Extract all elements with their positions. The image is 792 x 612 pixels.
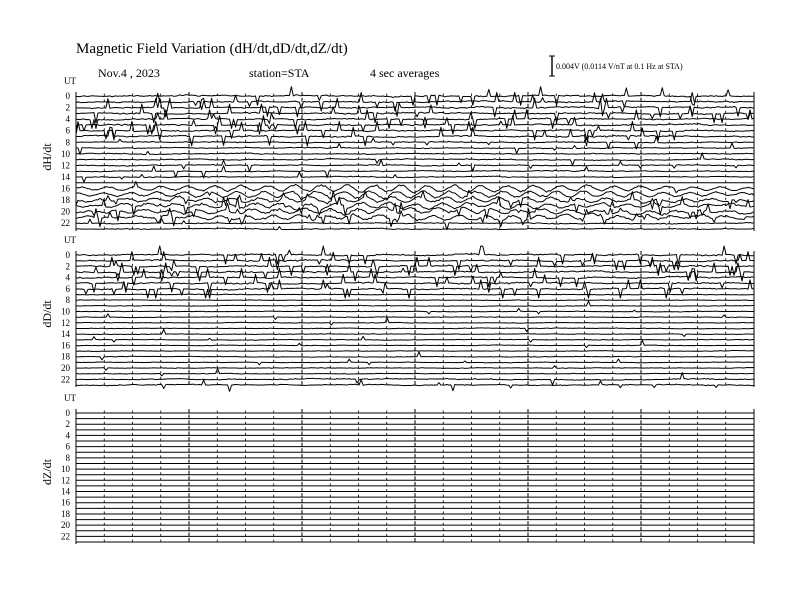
row-label: 0 [65, 250, 70, 260]
trace-row [61, 531, 754, 541]
trace-row [76, 471, 754, 475]
trace-row [61, 172, 754, 182]
row-label: 2 [65, 261, 70, 272]
trace-row [61, 363, 754, 373]
trace-row [76, 358, 754, 364]
row-label: 6 [65, 283, 70, 294]
trace-row [76, 179, 754, 183]
trace-row [61, 149, 754, 159]
trace-row [61, 318, 754, 328]
trace-row [76, 369, 754, 376]
trace-row [76, 347, 754, 351]
row-label: 12 [61, 317, 70, 328]
row-label: 10 [61, 464, 70, 475]
trace-row [76, 527, 754, 531]
trace-row [61, 509, 754, 519]
trace-row [66, 246, 755, 264]
row-label: 22 [61, 374, 70, 385]
trace-row [66, 442, 755, 452]
scale-bar-label: 0.004V (0.0114 V/nT at 0.1 Hz at STA) [556, 62, 683, 71]
trace-row [76, 482, 754, 486]
row-label: 18 [61, 195, 70, 206]
row-label: 0 [65, 91, 70, 101]
trace-row [61, 202, 754, 220]
row-label: 12 [61, 475, 70, 486]
ut-label: UT [64, 393, 76, 403]
trace-row [61, 498, 754, 508]
row-label: 0 [65, 408, 70, 418]
row-label: 8 [65, 452, 70, 463]
axis-name: dZ/dt [40, 459, 54, 485]
trace-row [76, 380, 754, 392]
trace-row [76, 538, 754, 542]
row-label: 16 [61, 183, 70, 194]
trace-row [76, 301, 754, 306]
row-label: 20 [61, 520, 70, 531]
panel-dzdt [40, 393, 754, 544]
row-label: 10 [61, 306, 70, 317]
row-label: 2 [65, 102, 70, 113]
trace-row [61, 487, 754, 497]
row-label: 14 [61, 171, 70, 182]
row-label: 8 [65, 137, 70, 148]
row-label: 18 [61, 508, 70, 519]
row-label: 14 [61, 329, 70, 340]
row-label: 8 [65, 295, 70, 306]
row-label: 20 [61, 206, 70, 217]
trace-row [61, 329, 754, 339]
averaging-label: 4 sec averages [370, 66, 440, 80]
trace-row [66, 430, 755, 440]
trace-row [76, 426, 754, 430]
axis-name: dH/dt [40, 143, 54, 171]
trace-row [61, 475, 754, 485]
panel-dddt [40, 235, 754, 391]
trace-row [76, 291, 754, 295]
trace-row [61, 181, 754, 193]
axis-name: dD/dt [40, 300, 54, 328]
trace-row [76, 336, 754, 342]
trace-row [76, 448, 754, 452]
trace-row [76, 313, 754, 319]
row-label: 18 [61, 351, 70, 362]
trace-row [66, 408, 755, 418]
trace-row [66, 419, 755, 429]
scale-bar [549, 56, 683, 76]
row-label: 4 [65, 430, 70, 441]
trace-row [61, 464, 754, 474]
row-label: 6 [65, 441, 70, 452]
date-label: Nov.4 , 2023 [98, 66, 160, 80]
trace-line [76, 350, 754, 351]
chart-panels [40, 76, 754, 544]
trace-row [76, 504, 754, 508]
row-label: 22 [61, 218, 70, 229]
trace-row [76, 415, 754, 419]
trace-row [66, 137, 755, 149]
trace-row [61, 160, 754, 172]
trace-row [61, 340, 754, 350]
ut-label: UT [64, 235, 76, 245]
panel-dhdt [40, 76, 754, 231]
row-label: 14 [61, 486, 70, 497]
row-label: 20 [61, 363, 70, 374]
ut-label: UT [64, 76, 76, 86]
trace-row [61, 218, 754, 229]
row-label: 4 [65, 114, 70, 125]
row-label: 6 [65, 125, 70, 136]
trace-row [66, 453, 755, 463]
trace-row [61, 520, 754, 530]
trace-row [76, 459, 754, 463]
trace-row [61, 307, 754, 317]
trace-row [61, 373, 754, 386]
station-label: station=STA [249, 66, 310, 80]
row-label: 12 [61, 160, 70, 171]
trace-row [76, 225, 754, 230]
trace-line [76, 294, 754, 295]
row-label: 10 [61, 148, 70, 159]
trace-row [76, 437, 754, 441]
figure-title: Magnetic Field Variation (dH/dt,dD/dt,dZ/dt) [76, 41, 348, 57]
row-label: 4 [65, 272, 70, 283]
trace-row [76, 516, 754, 520]
row-label: 16 [61, 497, 70, 508]
row-label: 22 [61, 531, 70, 542]
trace-row [61, 352, 754, 362]
trace-row [76, 493, 754, 497]
row-label: 2 [65, 419, 70, 430]
row-label: 16 [61, 340, 70, 351]
